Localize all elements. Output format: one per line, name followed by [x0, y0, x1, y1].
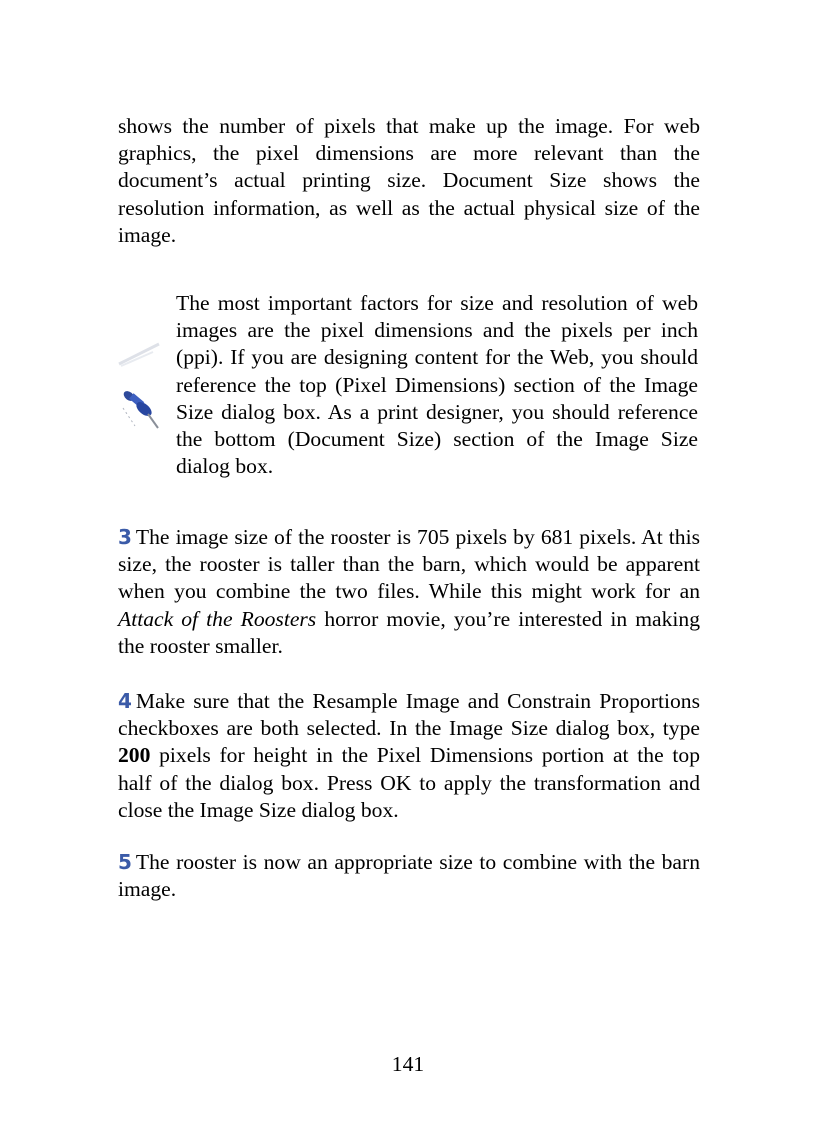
step-3-text-a: The image size of the rooster is 705 pixels by 681 pixels. At this size, the rooster is taller than the barn, which would be apparent when you combine the two files. While this might work for an: [118, 525, 700, 604]
step-3-text-b: horror movie, you’re interested in making the rooster smaller.: [118, 606, 701, 658]
note-text: The most important factors for size and resolution of web images are the pixel dimensions and the pixels per inch (ppi). If you are designing content for the Web, you should reference the top (Pixel Dimensions) section of the Image Size dialog box. As a print designer, you should reference the bottom (Document Size) section of the Image Size dialog box.: [176, 291, 698, 479]
intro-paragraph: [118, 113, 700, 249]
step-5-text: The rooster is now an appropriate size to combine with the barn image.: [118, 850, 700, 902]
step-4-text-b: pixels for height in the Pixel Dimensions portion at the top half of the dialog box. Press OK to apply the transformation and close the Image Size dialog box.: [118, 743, 700, 822]
page-number: 141: [391, 1052, 425, 1076]
step-3-paragraph: [118, 524, 700, 660]
step-5-number: 5: [118, 850, 132, 874]
note-paragraph: [176, 290, 698, 480]
step-3-number: 3: [118, 525, 132, 549]
step-4-text-a: Make sure that the Resample Image and Constrain Proportions checkboxes are both selected. In the Image Size dialog box, type: [118, 689, 700, 741]
step-3-italic-title: Attack of the Roosters: [118, 606, 317, 631]
step-4-paragraph: [118, 688, 700, 824]
step-4-bold-value: 200: [118, 743, 151, 768]
step-4-number: 4: [118, 689, 132, 713]
pushpin-icon: [113, 342, 177, 434]
step-5-paragraph: [118, 849, 700, 903]
intro-text: shows the number of pixels that make up the image. For web graphics, the pixel dimensions are more relevant than the document’s actual printing size. Document Size shows the resolution information, as well as the actual physical size of the image.: [118, 114, 700, 247]
